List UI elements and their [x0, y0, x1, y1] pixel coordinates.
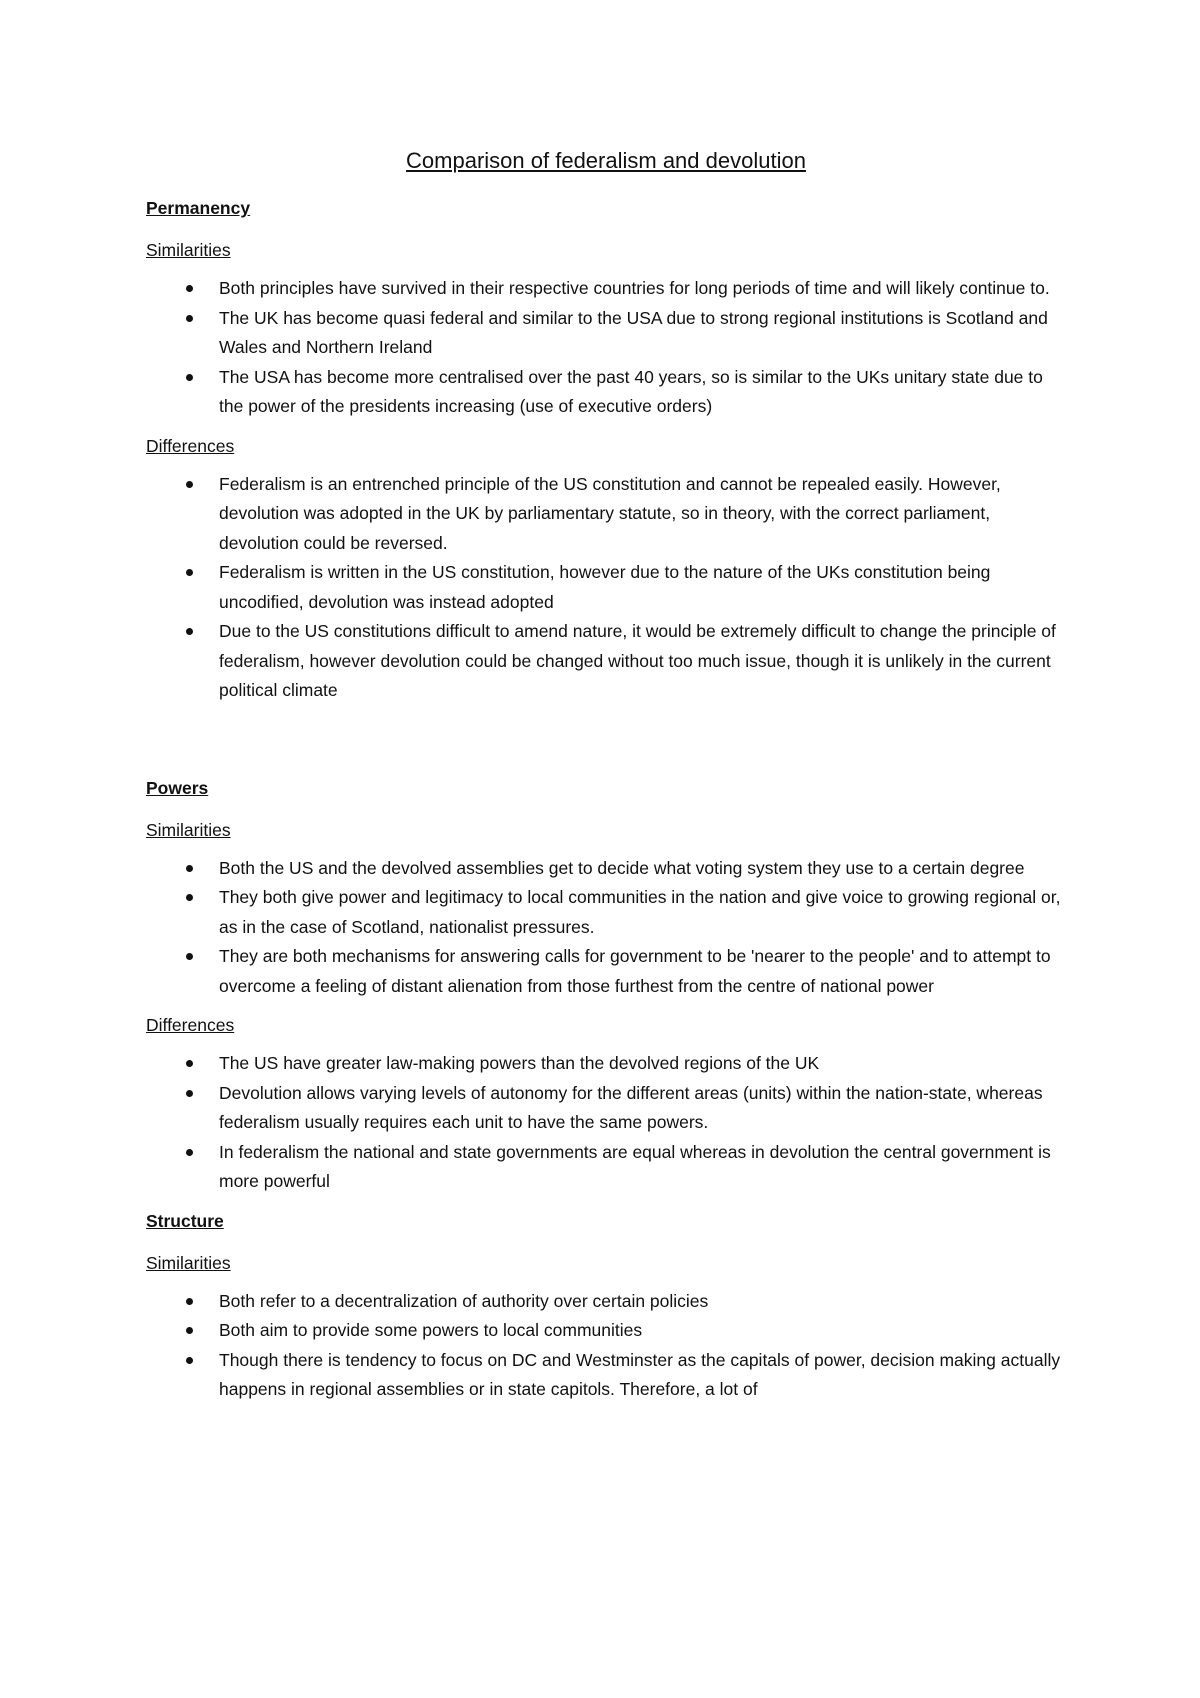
- bullet-icon: [186, 628, 193, 635]
- sub-heading-similarities: Similarities: [146, 1252, 231, 1273]
- list-item: [146, 304, 1066, 363]
- section-permanency: [146, 196, 1066, 706]
- bullet-list: [146, 854, 1066, 1002]
- bullet-icon: [186, 374, 193, 381]
- bullet-icon: [186, 285, 193, 292]
- list-item: [146, 274, 1066, 304]
- list-item-text: In federalism the national and state governments are equal whereas in devolution the central government is more powerful: [219, 1141, 1051, 1191]
- bullet-list: [146, 1049, 1066, 1197]
- bullet-icon: [186, 953, 193, 960]
- section-structure: [146, 1209, 1066, 1405]
- bullet-icon: [186, 315, 193, 322]
- bullet-icon: [186, 1060, 193, 1067]
- list-item: [146, 1138, 1066, 1197]
- bullet-icon: [186, 569, 193, 576]
- bullet-icon: [186, 894, 193, 901]
- list-item: [146, 1049, 1066, 1079]
- list-item-text: Both aim to provide some powers to local communities: [219, 1320, 643, 1340]
- list-item: [146, 1346, 1066, 1405]
- section-heading: Permanency: [146, 198, 251, 218]
- list-item: [146, 470, 1066, 559]
- list-item-text: Though there is tendency to focus on DC and Westminster as the capitals of power, decision making actually happens in regional assemblies or in state capitols. Therefore, a lot of: [219, 1349, 1061, 1399]
- bullet-icon: [186, 1327, 193, 1334]
- bullet-list: [146, 1287, 1066, 1405]
- bullet-icon: [186, 1357, 193, 1364]
- list-item-text: Both the US and the devolved assemblies get to decide what voting system they use to a certain degree: [219, 857, 1025, 878]
- document-content: [146, 146, 1066, 1417]
- document-title: Comparison of federalism and devolution: [406, 148, 806, 173]
- sub-heading-similarities: Similarities: [146, 819, 231, 840]
- list-item: [146, 854, 1066, 884]
- list-item: [146, 617, 1066, 706]
- list-item-text: The UK has become quasi federal and similar to the USA due to strong regional institutions is Scotland and Wales and Northern Ireland: [219, 307, 1048, 357]
- list-item-text: The US have greater law-making powers than the devolved regions of the UK: [219, 1053, 820, 1073]
- list-item: [146, 363, 1066, 422]
- bullet-icon: [186, 1298, 193, 1305]
- list-item: [146, 942, 1066, 1001]
- bullet-icon: [186, 481, 193, 488]
- bullet-icon: [186, 1090, 193, 1097]
- section-spacer: [146, 718, 1066, 776]
- bullet-list: [146, 470, 1066, 706]
- list-item-text: Devolution allows varying levels of autonomy for the different areas (units) within the nation-state, whereas federalism usually requires each unit to have the same powers.: [219, 1082, 1043, 1132]
- list-item: [146, 883, 1066, 942]
- list-item-text: Due to the US constitutions difficult to amend nature, it would be extremely difficult to change the principle of federalism, however devolution could be changed without too much issue, though it is unlikely in the current political climate: [219, 621, 1056, 700]
- list-item-text: Both refer to a decentralization of authority over certain policies: [219, 1290, 709, 1311]
- list-item-text: The USA has become more centralised over the past 40 years, so is similar to the UKs unitary state due to the power of the presidents increasing (use of executive orders): [219, 366, 1043, 416]
- bullet-icon: [186, 865, 193, 872]
- sub-heading-similarities: Similarities: [146, 240, 231, 260]
- list-item-text: Federalism is an entrenched principle of the US constitution and cannot be repealed easily. However, devolution was adopted in the UK by parliamentary statute, so in theory, with the correct parliament, devolution could be reversed.: [219, 473, 1001, 553]
- section-heading: Structure: [146, 1210, 224, 1231]
- list-item-text: They both give power and legitimacy to local communities in the nation and give voice to growing regional or, as in the case of Scotland, nationalist pressures.: [219, 887, 1061, 937]
- list-item-text: Both principles have survived in their respective countries for long periods of time and will likely continue to.: [219, 278, 1050, 298]
- sub-heading-differences: Differences: [146, 1015, 235, 1035]
- list-item: [146, 1079, 1066, 1138]
- list-item-text: They are both mechanisms for answering calls for government to be 'nearer to the people' and to attempt to overcome a feeling of distant alienation from those furthest from the centre of national power: [219, 946, 1051, 996]
- list-item: [146, 1316, 1066, 1346]
- list-item: [146, 1287, 1066, 1317]
- list-item-text: Federalism is written in the US constitution, however due to the nature of the UKs constitution being uncodified, devolution was instead adopted: [219, 562, 991, 612]
- list-item: [146, 558, 1066, 617]
- section-heading: Powers: [146, 777, 209, 798]
- sub-heading-differences: Differences: [146, 435, 235, 456]
- section-powers: [146, 776, 1066, 1197]
- bullet-icon: [186, 1149, 193, 1156]
- bullet-list: [146, 274, 1066, 422]
